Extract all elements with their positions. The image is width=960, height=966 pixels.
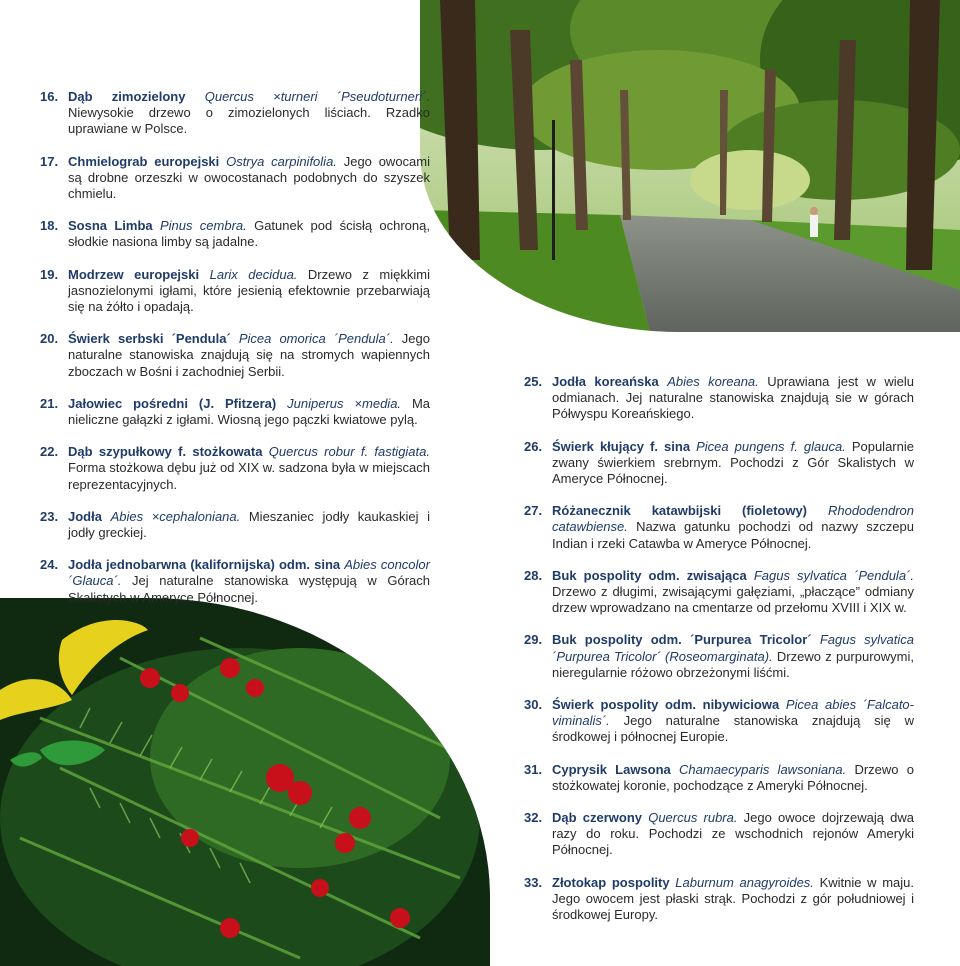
tree-description: Nazwa gatunku pochodzi od nazwy szczepu Indian i rzeki Catawba w Ameryce Północnej. (552, 519, 914, 551)
tree-entry-33 (524, 875, 914, 924)
tree-name: Jodła (68, 508, 102, 524)
entry-number: 22. (40, 444, 59, 460)
tree-name: Jodła koreańska (552, 374, 659, 389)
tree-entry-19 (40, 267, 430, 316)
latin-name: Pinus cembra. (159, 218, 247, 234)
entry-number: 31. (524, 761, 543, 777)
entry-number: 26. (524, 438, 543, 454)
latin-name: Rhododendron catawbiense. (552, 503, 914, 535)
tree-entry-17 (40, 154, 430, 203)
entry-number: 23. (40, 508, 59, 524)
entry-number: 30. (524, 697, 543, 713)
tree-name: Jałowiec pośredni (J. Pfitzera) (68, 395, 277, 411)
tree-entry-23 (40, 509, 430, 541)
tree-entry-25 (524, 374, 914, 423)
entry-number: 24. (40, 557, 59, 573)
tree-name: Buk pospolity odm. ´Purpurea Tricolor´ (552, 632, 812, 648)
entry-number: 32. (524, 810, 543, 826)
latin-name: Abies koreana. (667, 374, 759, 389)
entry-number: 27. (524, 503, 543, 519)
latin-name: Fagus sylvatica ´Purpurea Tricolor´ (Roseomarginata). (552, 632, 914, 664)
tree-name: Dąb szypułkowy f. stożkowata (68, 444, 263, 460)
entry-number: 18. (40, 218, 59, 234)
tree-name: Złotokap pospolity (552, 874, 670, 890)
latin-name: Abies concolor ´Glauca´. (68, 557, 430, 589)
tree-list-left (40, 89, 430, 622)
tree-name: Dąb czerwony (552, 810, 642, 826)
entry-number: 29. (524, 632, 543, 648)
tree-name: Jodła jednobarwna (kalifornijska) odm. sina (68, 557, 341, 573)
tree-entry-27 (524, 503, 914, 552)
tree-list-right (524, 374, 914, 939)
tree-description: Jego naturalne stanowiska znajdują się w środkowej i północnej Europie. (552, 713, 914, 745)
latin-name: Laburnum anagyroides. (675, 874, 814, 890)
entry-number: 25. (524, 374, 543, 389)
tree-name: Świerk pospolity odm. nibywiciowa (552, 697, 780, 713)
latin-name: Quercus robur f. fastigiata. (268, 444, 430, 460)
tree-description: Jego owocami są drobne orzeszki w owocostanach podobnych do szyszek chmielu. (68, 153, 430, 202)
entry-number: 21. (40, 395, 59, 411)
latin-name: Abies ×cephaloniana. (110, 508, 241, 524)
latin-name: Larix decidua. (209, 266, 298, 282)
leaf-logo (0, 600, 150, 800)
entry-number: 28. (524, 567, 543, 583)
latin-name: Picea pungens f. glauca. (696, 438, 846, 454)
tree-description: Popularnie zwany świerkiem srebrnym. Pochodzi z Gór Skalistych w Ameryce Północnej. (552, 438, 914, 487)
tree-entry-31 (524, 762, 914, 794)
tree-entry-21 (40, 396, 430, 428)
latin-name: Quercus ×turneri ´Pseudoturneri´. (204, 89, 430, 104)
tree-name: Cyprysik Lawsona (552, 761, 671, 777)
tree-entry-28 (524, 568, 914, 617)
entry-number: 20. (40, 331, 59, 347)
tree-entry-26 (524, 439, 914, 488)
entry-number: 17. (40, 153, 59, 169)
tree-description: Niewysokie drzewo o zimozielonych liściach. Rzadko uprawiane w Polsce. (68, 105, 430, 137)
latin-name: Quercus rubra. (648, 810, 738, 826)
tree-entry-18 (40, 218, 430, 250)
tree-description: Mieszaniec jodły kaukaskiej i jodły greckiej. (68, 508, 430, 541)
latin-name: Picea omorica ´Pendula´. (238, 331, 394, 347)
tree-name: Modrzew europejski (68, 266, 200, 282)
tree-description: Drzewo z miękkimi jasnozielonymi igłami, które jesienią efektownie przebarwiają się na żółto i opadają. (68, 266, 430, 315)
tree-entry-22 (40, 444, 430, 493)
entry-number: 16. (40, 89, 59, 104)
tree-name: Świerk serbski ´Pendula´ (68, 331, 231, 347)
park-avenue-photo (420, 0, 960, 332)
tree-description: Gatunek pod ścisłą ochroną, słodkie nasiona limby są jadalne. (68, 218, 430, 250)
tree-name: Sosna Limba (68, 218, 153, 234)
tree-description: Jej naturalne stanowiska występują w Górach Skalistych w Ameryce Północnej. (68, 573, 430, 605)
tree-entry-20 (40, 331, 430, 380)
latin-name: Fagus sylvatica ´Pendula´. (753, 567, 914, 583)
tree-description: Kwitnie w maju. Jego owocem jest płaski strąk. Pochodzi z gór południowej i środkowej Europy. (552, 874, 914, 923)
tree-name: Różanecznik katawbijski (fioletowy) (552, 503, 808, 519)
tree-description: Drzewo o stożkowatej koronie, pochodzące z Ameryki Północnej. (552, 761, 914, 793)
tree-description: Drzewo z długimi, zwisającymi gałęziami, „płaczące” odmiany drzew wprowadzano na cmentarze od przełomu XVIII i XIX w. (552, 584, 914, 616)
tree-name: Świerk kłujący f. sina (552, 438, 691, 454)
tree-name: Dąb zimozielony (68, 89, 186, 104)
tree-description: Jego naturalne stanowiska znajdują się na stromych wapiennych zboczach w Bośni i zachodniej Serbii. (68, 331, 430, 379)
tree-entry-24 (40, 557, 430, 606)
tree-entry-16 (40, 89, 430, 138)
entry-number: 19. (40, 266, 59, 282)
latin-name: Juniperus ×media. (287, 395, 402, 411)
tree-name: Buk pospolity odm. zwisająca (552, 567, 747, 583)
latin-name: Ostrya carpinifolia. (226, 153, 337, 169)
tree-description: Jego owoce dojrzewają dwa razy do roku. Pochodzi ze wschodnich rejonów Ameryki Północnej. (552, 810, 914, 858)
tree-description: Uprawiana jest w wielu odmianach. Jej naturalne stanowiska znajdują sie w górach Półwyspu Koreańskiego. (552, 374, 914, 422)
tree-name: Chmielograb europejski (68, 153, 220, 169)
latin-name: Picea abies ´Falcato-viminalis´. (552, 697, 914, 729)
tree-description: Ma nieliczne gałązki z igłami. Wiosną jego pączki kwiatowe pylą. (68, 395, 431, 428)
tree-entry-29 (524, 632, 914, 681)
entry-number: 33. (524, 874, 543, 890)
tree-description: Forma stożkowa dębu już od XIX w. sadzona była w miejscach reprezentacyjnych. (68, 460, 430, 492)
tree-entry-32 (524, 810, 914, 859)
latin-name: Chamaecyparis lawsoniana. (679, 761, 847, 777)
tree-description: Drzewo z purpurowymi, nieregularnie różowo obrzeżonymi liśćmi. (552, 648, 915, 680)
tree-entry-30 (524, 697, 914, 746)
